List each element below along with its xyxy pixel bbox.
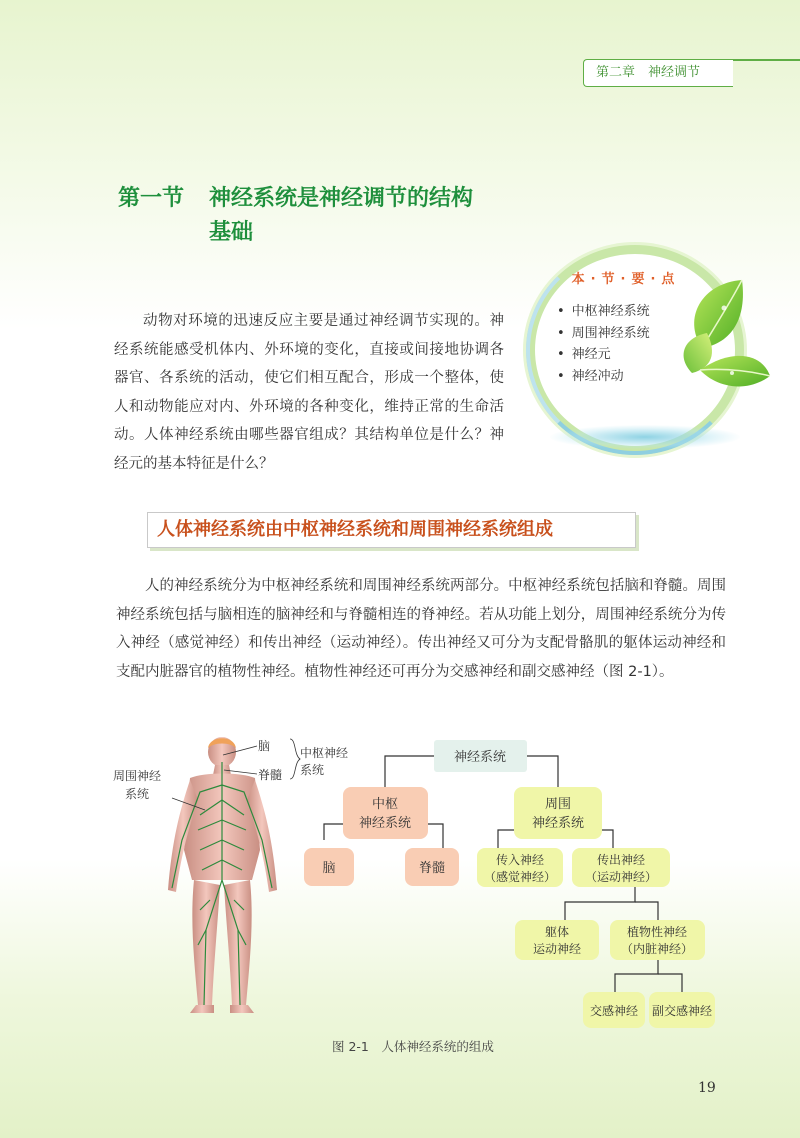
node-text: 运动神经 — [532, 942, 582, 956]
label-pns-line1: 周围神经 — [113, 769, 162, 783]
section-title — [118, 181, 473, 249]
figure-2-1 — [110, 730, 730, 1030]
section-title-line1: 神经系统是神经调节的结构 — [209, 185, 474, 211]
label-brain: 脑 — [258, 739, 271, 753]
node-pns — [514, 787, 602, 839]
node-text: 躯体 — [544, 925, 570, 939]
label-pns-line2: 系统 — [125, 787, 150, 801]
keypoints-list — [557, 301, 650, 387]
node-text: （感觉神经） — [483, 870, 557, 884]
label-spinal-cord: 脊髓 — [258, 768, 283, 782]
keypoint-item: • 中枢神经系统 — [557, 301, 650, 323]
node-text: 中枢 — [371, 797, 399, 812]
section-title-line2: 基础 — [209, 219, 254, 245]
node-text: 交感神经 — [589, 1004, 639, 1018]
section-number: 第一节 — [118, 185, 185, 211]
node-text: 植物性神经 — [626, 925, 688, 939]
keypoint-item: • 周围神经系统 — [557, 323, 650, 345]
node-text: （内脏神经） — [620, 942, 694, 956]
node-text: 副交感神经 — [651, 1004, 713, 1018]
page-number: 19 — [698, 1080, 716, 1096]
node-text: （运动神经） — [584, 870, 658, 884]
keypoints-halo — [550, 425, 740, 449]
keypoints-title: 本·节·要·点 — [571, 272, 681, 287]
keypoint-item: • 神经冲动 — [557, 366, 650, 388]
figure-caption: 图 2-1 人体神经系统的组成 — [332, 1039, 494, 1054]
node-text: 神经系统 — [453, 750, 507, 765]
brace — [290, 739, 300, 779]
node-text: 传入神经 — [495, 853, 545, 867]
nervous-system-diagram — [110, 730, 730, 1030]
body-paragraph: 人的神经系统分为中枢神经系统和周围神经系统两部分。中枢神经系统包括脑和脊髓。周围神经系统包括与脑相连的脑神经和与脊髓相连的脊神经。若从功能上划分，周围神经系统分为传入神经（感觉神经）和传出神经（运动神经）。传出神经又可分为支配骨骼肌的躯体运动神经和支配内脏器官的植物性神经。植物性神经还可再分为交感神经和副交感神经（图 2-1）。 — [116, 578, 726, 680]
keypoint-item: • 神经元 — [557, 344, 650, 366]
subsection-heading: 人体神经系统由中枢神经系统和周围神经系统组成 — [147, 512, 636, 548]
node-text: 周围 — [544, 797, 572, 812]
node-cns — [343, 787, 428, 839]
chapter-tab: 第二章 神经调节 — [583, 59, 733, 87]
intro-paragraph: 动物对环境的迅速反应主要是通过神经调节实现的。神经系统能感受机体内、外环境的变化，直接或间接地协调各器官、各系统的活动，使它们相互配合，形成一个整体，使人和动物能应对内、外环境的各种变化，维持正常的生命活动。人体神经系统由哪些器官组成？其结构单位是什么？神经元的基本特征是什么？ — [114, 313, 504, 472]
label-cns-line2: 系统 — [300, 763, 325, 777]
leaves-decoration — [672, 278, 772, 408]
node-text: 传出神经 — [596, 853, 646, 867]
node-text: 脑 — [322, 861, 336, 876]
node-text: 神经系统 — [531, 816, 585, 831]
label-cns-line1: 中枢神经 — [300, 746, 349, 760]
node-text: 神经系统 — [358, 816, 412, 831]
node-text: 脊髓 — [418, 861, 446, 876]
